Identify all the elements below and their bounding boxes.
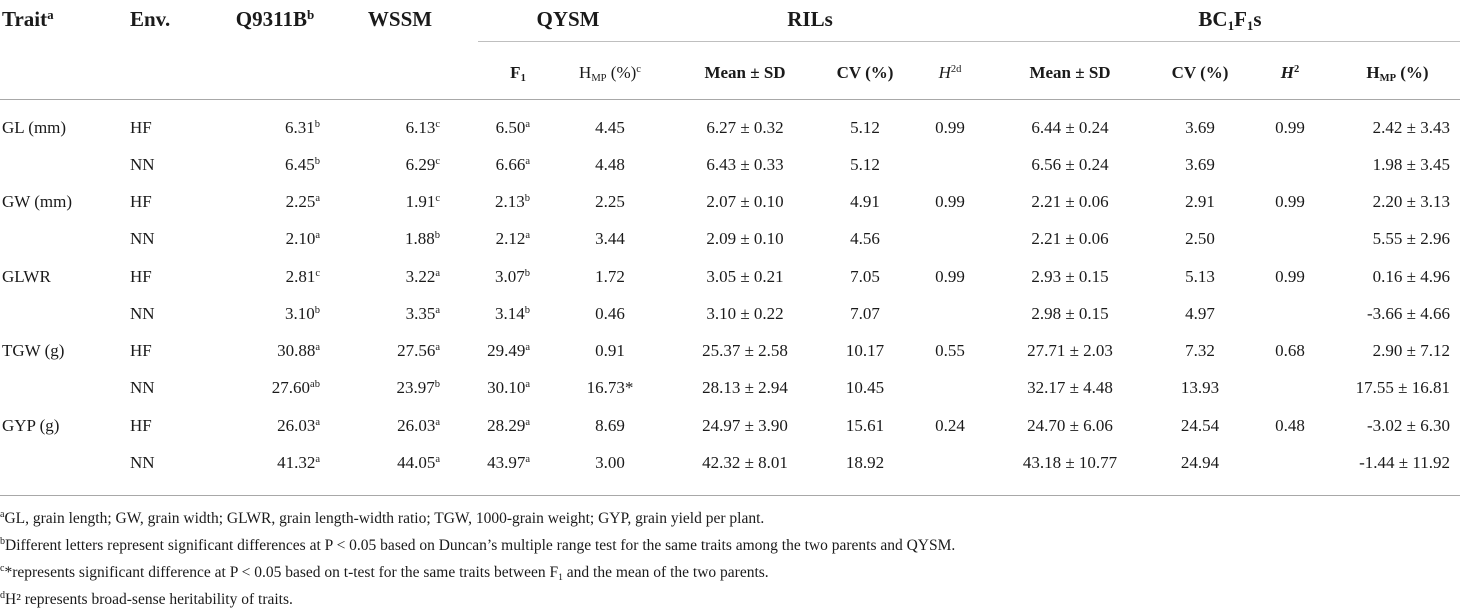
header-trait: Trait$^a$ [2, 6, 54, 31]
cell-hmp: 3.00 [595, 453, 625, 472]
cell-f1: 6.50$^a$ [495, 118, 530, 137]
header-env: Env. [130, 7, 171, 31]
cell-bc-hmp: -3.66 ± 4.66 [1367, 304, 1450, 323]
cell-ril-mean: 2.07 ± 0.10 [706, 192, 784, 211]
cell-env: HF [130, 267, 152, 286]
cell-hmp: 1.72 [595, 267, 625, 286]
cell-f1: 2.13$^b$ [494, 192, 530, 211]
table-row [0, 411, 1460, 441]
cell-ril-cv: 18.92 [845, 453, 885, 472]
cell-ril-mean: 24.97 ± 3.90 [702, 416, 788, 435]
cell-ril-cv: 10.45 [845, 378, 885, 397]
cell-hmp: 4.45 [595, 118, 625, 137]
cell-hmp: 0.91 [595, 341, 625, 360]
cell-env: NN [130, 304, 155, 323]
footnote-b: $^b$Different letters represent significant differences at P < 0.05 based on Duncan’s multiple range test for the same traits among the two parents and QYSM. [0, 536, 956, 554]
cell-env: NN [130, 155, 155, 174]
subheader-ril-cv: CV (%) [836, 63, 894, 82]
cell-wssm: 1.88$^b$ [404, 229, 440, 248]
cell-wssm: 23.97$^b$ [396, 378, 440, 397]
table-row [0, 224, 1460, 254]
subheader-bc-hmp: $H_{MP}$ (%) [1366, 63, 1429, 85]
cell-trait [2, 224, 122, 254]
cell-ril-mean: 25.37 ± 2.58 [702, 341, 788, 360]
cell-ril-cv: 10.17 [845, 341, 885, 360]
cell-ril-cv: 7.07 [850, 304, 880, 323]
cell-bc-mean: 2.21 ± 0.06 [1031, 192, 1109, 211]
cell-f1: 6.66$^a$ [495, 155, 530, 174]
footnote-d: $^d$H² represents broad-sense heritability of traits. [0, 590, 293, 608]
cell-q9311b: 2.25$^a$ [285, 192, 320, 211]
subheader-row [0, 58, 1460, 88]
cell-hmp: 0.46 [595, 304, 625, 323]
cell-wssm: 27.56$^a$ [397, 341, 440, 360]
cell-env: HF [130, 416, 152, 435]
cell-ril-mean: 28.13 ± 2.94 [702, 378, 788, 397]
cell-ril-cv: 5.12 [850, 155, 880, 174]
cell-q9311b: 3.10$^b$ [284, 304, 320, 323]
cell-bc-cv: 7.32 [1185, 341, 1215, 360]
header-wssm: WSSM [367, 7, 433, 31]
cell-ril-cv: 5.12 [850, 118, 880, 137]
cell-ril-mean: 2.09 ± 0.10 [706, 229, 784, 248]
cell-bc-hmp: 5.55 ± 2.96 [1372, 229, 1450, 248]
cell-bc-hmp: 17.55 ± 16.81 [1355, 378, 1450, 397]
cell-bc-mean: 6.56 ± 0.24 [1031, 155, 1109, 174]
cell-bc-mean: 24.70 ± 6.06 [1027, 416, 1113, 435]
cell-trait [2, 150, 122, 180]
cell-ril-h2: 0.99 [935, 267, 965, 286]
cell-q9311b: 41.32$^a$ [277, 453, 320, 472]
cell-f1: 43.97$^a$ [487, 453, 530, 472]
cell-wssm: 3.35$^a$ [405, 304, 440, 323]
subheader-bc-h2: $H^2$ [1280, 63, 1300, 82]
cell-trait [2, 448, 122, 478]
cell-bc-cv: 3.69 [1185, 155, 1215, 174]
subheader-bc-cv: CV (%) [1171, 63, 1229, 82]
cell-q9311b: 26.03$^a$ [277, 416, 320, 435]
cell-ril-mean: 3.10 ± 0.22 [706, 304, 784, 323]
cell-wssm: 6.13$^c$ [405, 118, 440, 137]
cell-bc-mean: 2.93 ± 0.15 [1031, 267, 1109, 286]
header-bc1f1s: $BC_1F_1s$ [1198, 7, 1262, 33]
cell-trait: GLWR [2, 267, 51, 286]
footnote-a: $^a$GL, grain length; GW, grain width; GLWR, grain length-width ratio; TGW, 1000-grain weight; GYP, grain yield per plant. [0, 509, 765, 527]
cell-bc-hmp: 2.90 ± 7.12 [1372, 341, 1450, 360]
footnotes [0, 506, 1460, 614]
cell-bc-hmp: 1.98 ± 3.45 [1372, 155, 1450, 174]
cell-bc-hmp: 0.16 ± 4.96 [1372, 267, 1450, 286]
cell-env: NN [130, 453, 155, 472]
cell-ril-mean: 3.05 ± 0.21 [706, 267, 784, 286]
header-row [0, 4, 1460, 34]
cell-trait: TGW (g) [2, 341, 65, 360]
subheader-hmp: $H_{MP}$ (%)$^c$ [579, 63, 641, 85]
cell-ril-h2: 0.55 [935, 341, 965, 360]
cell-wssm: 26.03$^a$ [397, 416, 440, 435]
cell-bc-cv: 3.69 [1185, 118, 1215, 137]
cell-hmp: 2.25 [595, 192, 625, 211]
cell-hmp: 8.69 [595, 416, 625, 435]
cell-f1: 29.49$^a$ [487, 341, 530, 360]
cell-bc-h2: 0.99 [1275, 192, 1305, 211]
cell-bc-h2: 0.48 [1275, 416, 1305, 435]
cell-f1: 30.10$^a$ [487, 378, 530, 397]
cell-env: HF [130, 341, 152, 360]
table-row [0, 150, 1460, 180]
cell-ril-mean: 6.27 ± 0.32 [706, 118, 784, 137]
footnote-c: $^c$*represents significant difference at P < 0.05 based on t-test for the same traits between $F_1$ and the mean of the two parents. [0, 563, 769, 583]
table-row [0, 299, 1460, 329]
cell-q9311b: 2.81$^c$ [285, 267, 320, 286]
table-row [0, 113, 1460, 143]
cell-bc-mean: 43.18 ± 10.77 [1022, 453, 1118, 472]
cell-ril-h2: 0.99 [935, 118, 965, 137]
header-bottom-rule [0, 99, 1460, 100]
header-underline [478, 41, 1460, 42]
cell-bc-cv: 2.50 [1185, 229, 1215, 248]
cell-trait: GW (mm) [2, 192, 73, 211]
subheader-ril-h2: $H^{2d}$ [938, 63, 962, 82]
cell-ril-mean: 42.32 ± 8.01 [702, 453, 788, 472]
cell-bc-mean: 6.44 ± 0.24 [1031, 118, 1109, 137]
cell-bc-h2: 0.99 [1275, 267, 1305, 286]
cell-env: HF [130, 118, 152, 137]
header-qysm: QYSM [536, 7, 600, 31]
header-rils: RILs [787, 7, 833, 31]
cell-bc-mean: 32.17 ± 4.48 [1027, 378, 1113, 397]
cell-ril-cv: 4.56 [850, 229, 880, 248]
cell-bc-cv: 24.54 [1180, 416, 1220, 435]
cell-hmp: 4.48 [595, 155, 625, 174]
table-row [0, 373, 1460, 403]
cell-trait [2, 299, 122, 329]
subheader-ril-mean-sd: Mean ± SD [704, 63, 786, 82]
cell-bc-h2: 0.99 [1275, 118, 1305, 137]
cell-ril-h2 [920, 224, 980, 254]
cell-ril-h2: 0.24 [935, 416, 965, 435]
cell-hmp: 3.44 [595, 229, 625, 248]
cell-ril-h2 [920, 150, 980, 180]
cell-ril-cv: 7.05 [850, 267, 880, 286]
table-bottom-rule [0, 495, 1460, 496]
cell-wssm: 1.91$^c$ [405, 192, 440, 211]
header-q9311b: $Q9311B^b$ [235, 6, 315, 31]
cell-f1: 28.29$^a$ [487, 416, 530, 435]
cell-bc-mean: 2.98 ± 0.15 [1031, 304, 1109, 323]
subheader-bc-mean-sd: Mean ± SD [1029, 63, 1111, 82]
cell-bc-cv: 4.97 [1185, 304, 1215, 323]
cell-bc-cv: 13.93 [1180, 378, 1220, 397]
cell-hmp: 16.73* [586, 378, 634, 397]
cell-bc-mean: 27.71 ± 2.03 [1027, 341, 1113, 360]
cell-trait [2, 373, 122, 403]
cell-ril-h2 [920, 448, 980, 478]
table-row [0, 262, 1460, 292]
cell-ril-h2 [920, 299, 980, 329]
cell-ril-cv: 4.91 [850, 192, 880, 211]
cell-wssm: 3.22$^a$ [405, 267, 440, 286]
cell-trait: GYP (g) [2, 416, 60, 435]
cell-f1: 3.07$^b$ [494, 267, 530, 286]
cell-f1: 3.14$^b$ [494, 304, 530, 323]
cell-bc-cv: 2.91 [1185, 192, 1215, 211]
table-row [0, 448, 1460, 478]
cell-env: NN [130, 229, 155, 248]
cell-bc-hmp: -1.44 ± 11.92 [1359, 453, 1450, 472]
cell-wssm: 44.05$^a$ [397, 453, 440, 472]
cell-bc-cv: 24.94 [1180, 453, 1220, 472]
cell-f1: 2.12$^a$ [495, 229, 530, 248]
cell-q9311b: 2.10$^a$ [285, 229, 320, 248]
cell-q9311b: 30.88$^a$ [277, 341, 320, 360]
cell-wssm: 6.29$^c$ [405, 155, 440, 174]
cell-bc-hmp: -3.02 ± 6.30 [1367, 416, 1450, 435]
cell-trait: GL (mm) [2, 118, 67, 137]
cell-bc-cv: 5.13 [1185, 267, 1215, 286]
cell-q9311b: 6.31$^b$ [284, 118, 320, 137]
cell-bc-h2: 0.68 [1275, 341, 1305, 360]
cell-ril-cv: 15.61 [845, 416, 885, 435]
cell-env: HF [130, 192, 152, 211]
cell-bc-hmp: 2.20 ± 3.13 [1372, 192, 1450, 211]
cell-ril-h2: 0.99 [935, 192, 965, 211]
cell-bc-mean: 2.21 ± 0.06 [1031, 229, 1109, 248]
cell-q9311b: 27.60$^{ab}$ [271, 378, 320, 397]
cell-ril-mean: 6.43 ± 0.33 [706, 155, 784, 174]
cell-env: NN [130, 378, 155, 397]
cell-q9311b: 6.45$^b$ [284, 155, 320, 174]
table-row [0, 336, 1460, 366]
table-row [0, 187, 1460, 217]
subheader-f1: $F_1$ [510, 63, 526, 85]
cell-bc-hmp: 2.42 ± 3.43 [1372, 118, 1450, 137]
cell-ril-h2 [920, 373, 980, 403]
